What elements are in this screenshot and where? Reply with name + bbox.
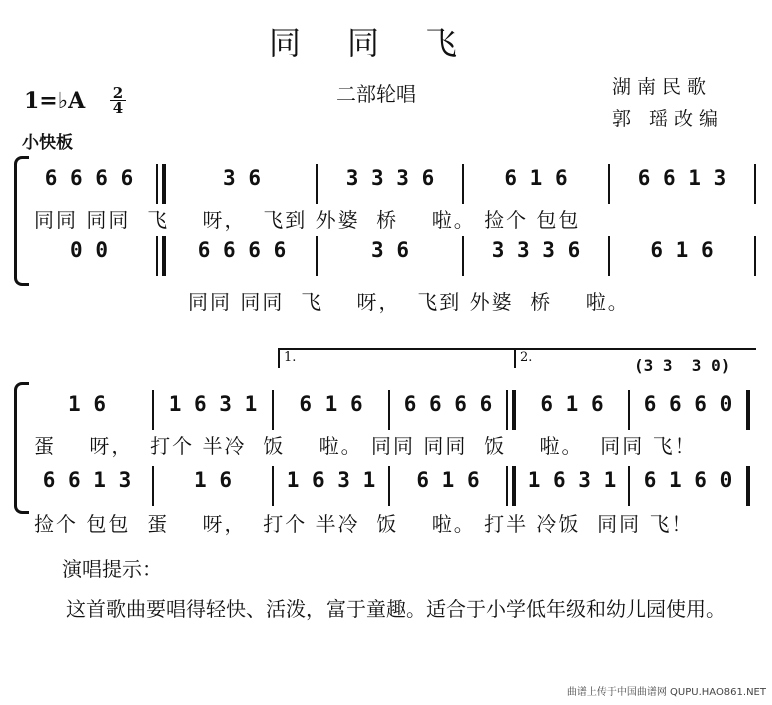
source-watermark: 曲谱上传于中国曲谱网 QUPU.HAO861.NET (566, 687, 766, 698)
performance-hint-body: 这首歌曲要唱得轻快、活泼，富于童趣。适合于小学低年级和幼儿园使用。 (66, 597, 726, 621)
measure: 3 6 (223, 166, 261, 190)
measure: 6 6 6 6 (403, 392, 493, 416)
measure: 6 6 6 0 (643, 392, 733, 416)
measure: 6 6 6 6 (44, 166, 134, 190)
arranger: 郭 瑶改编 (612, 108, 725, 130)
measure: 6 6 1 3 (42, 468, 132, 492)
measure: 1 6 3 1 (286, 468, 376, 492)
origin: 湖南民歌 (612, 76, 713, 98)
measure: 6 1 6 (650, 238, 714, 262)
key-signature: 1=♭A (24, 88, 86, 114)
voice-lower (16, 466, 758, 502)
score-system-2 (16, 340, 758, 540)
time-signature-bottom: 4 (110, 100, 126, 115)
voice-lower (16, 236, 758, 272)
volta-first-ending: 1. (278, 348, 516, 368)
measure: 3 3 3 6 (491, 238, 581, 262)
measure: 3 3 3 6 (345, 166, 435, 190)
measure: 6 6 1 3 (637, 166, 727, 190)
song-title: 同同飞 (268, 24, 503, 62)
measure: 6 1 6 (416, 468, 480, 492)
measure: 6 6 6 6 (197, 238, 287, 262)
lyrics-lower: 捡个 包包 蛋 呀， 打个 半冷 饭 啦。 打半 冷饭 同同 飞！ (34, 512, 694, 536)
measure: 6 1 6 0 (643, 468, 733, 492)
tempo-marking: 小快板 (22, 133, 73, 153)
subtitle: 二部轮唱 (336, 82, 416, 106)
time-signature (110, 86, 126, 115)
measure: 6 1 6 (504, 166, 568, 190)
measure: 6 1 6 (299, 392, 363, 416)
lyrics-upper: 同同 同同 飞 呀， 飞到 外婆 桥 啦。 捡个 包包 (34, 208, 581, 232)
volta-second-ending: 2. (514, 348, 756, 368)
time-signature-top: 2 (112, 84, 124, 102)
lyrics-upper: 蛋 呀， 打个 半冷 饭 啦。 同同 同同 饭 啦。 同同 飞！ (34, 434, 697, 458)
score-system-1 (16, 150, 758, 314)
lyrics-lower: 同同 同同 飞 呀， 飞到 外婆 桥 啦。 (188, 290, 630, 314)
measure: 1 6 3 1 (168, 392, 258, 416)
measure: 1 6 (194, 468, 232, 492)
measure: 6 1 6 (540, 392, 604, 416)
measure: 3 6 (371, 238, 409, 262)
measure: 1 6 3 1 (527, 468, 617, 492)
measure: 1 6 (68, 392, 106, 416)
voice-upper (16, 164, 758, 200)
measure: 0 0 (70, 238, 108, 262)
voice-upper (16, 390, 758, 426)
performance-hint-title: 演唱提示： (62, 557, 162, 581)
bracketed-notes: (3 3 3 0) (634, 356, 731, 375)
